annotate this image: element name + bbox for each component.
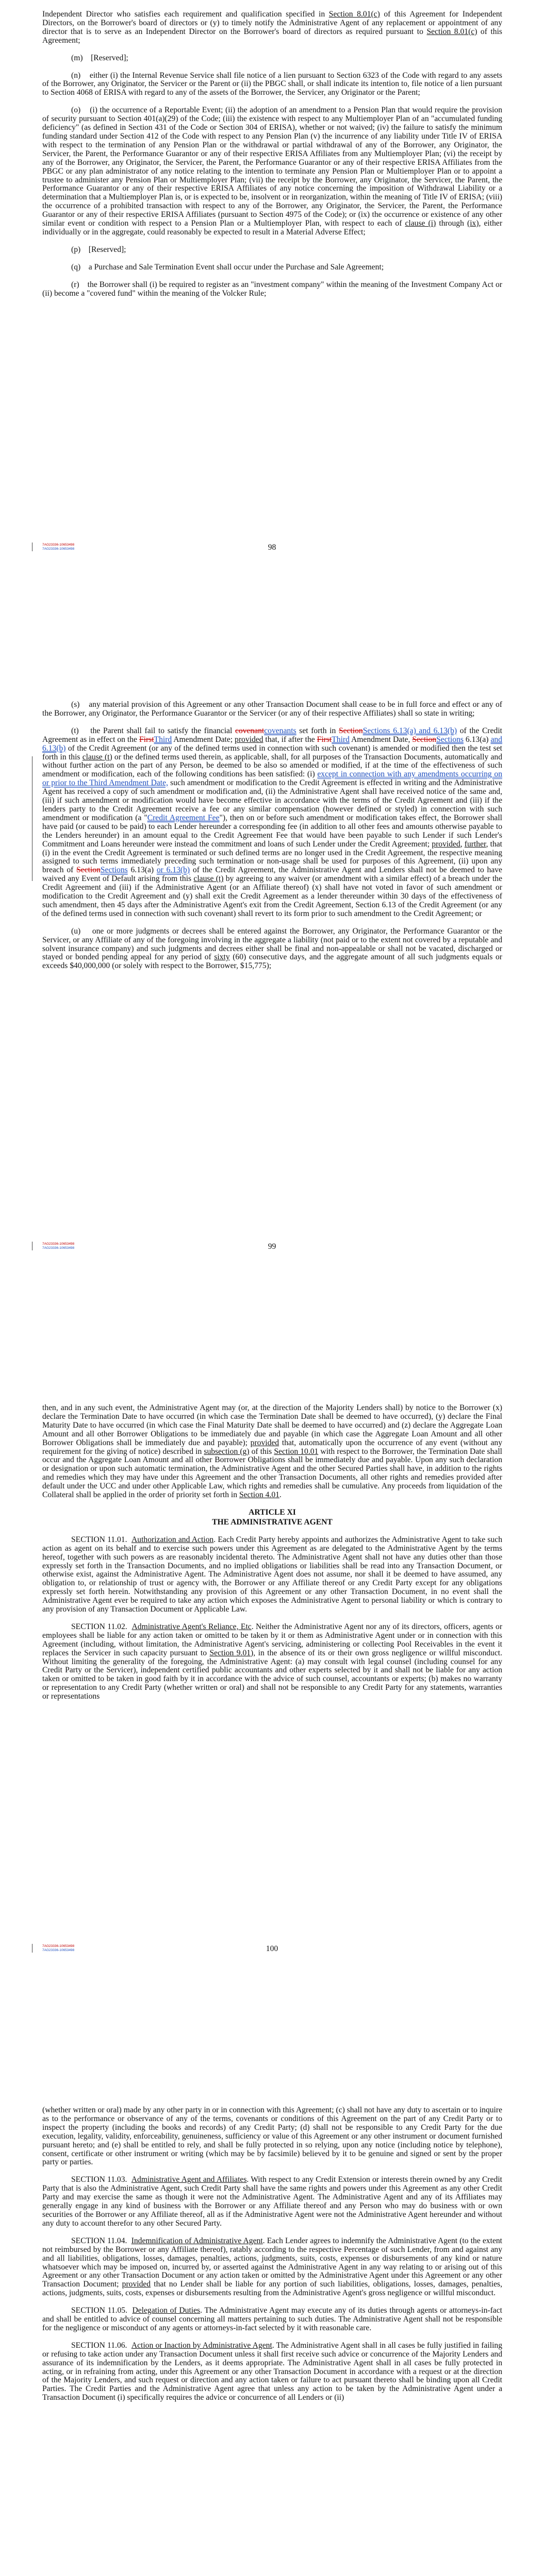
page-number: 100	[266, 1944, 278, 1953]
page-100-footer: 7AG23336-10653498 7AG23336-10653498	[42, 1944, 75, 1952]
page-99-body: (s) any material provision of this Agreement or any other Transaction Document shall cease to be in full force and effect or any of the Borrower, any Originator, the Performance Guarantor or the Servicer (or any of their respective Affiliates) shall so state in writing; (t) the Parent shall fail to satisfy the financial covenantcovenants set forth in SectionSections 6.13(a) and 6.13(b) of the Credit Agreement as in effect on the FirstThird Amendment Date; provided that, if after the FirstThird Amendment Date, SectionSections 6.13(a) and 6.13(b) of the Credit Agreement (or any of the defined terms used in connection with such covenant) is amended or modified then the test set forth in this clause (t) or the defined terms used therein, as applicable, shall, for all purposes of the Transaction Documents, automatically and without further action on the part of any Person, be deemed to be also so amended or modified, if at the time of the effectiveness of such amendment or modification, each of the following conditions has been satisfied: (i) except in connection with any amendments occurring on or prior to the Third Amendment Date, such amendment or modification to the Credit Agreement is effected in writing and the Administrative Agent has received a copy of such amendment or modification and, (ii) the Administrative Agent shall have received notice of the same and, (iii) if such amendment or modification would have become effective in accordance with the terms of the Credit Agreement and (iii) if the lenders party to the Credit Agreement receive a fee or any similar compensation (however defined or styled) in connection with such amendment or modification (a "Credit Agreement Fee"), then on or before such amendment or modification takes effect, the Borrower shall have paid (or caused to be paid) to each Lender hereunder a corresponding fee (in addition to all other fees and amounts otherwise payable to the Lenders hereunder) in an amount equal to the Credit Agreement Fee that would have been payable to such Lender if such Lender's Commitment and Loans hereunder were instead the commitment and loans of such Lender under the Credit Agreement; provided, further, that (i) in the event the Credit Agreement is terminated or such defined terms are no longer used in the Credit Agreement, the respective meaning assigned to such terms immediately preceding such termination or non-usage shall be used for purposes of this Agreement, (ii) upon any breach of SectionSections 6.13(a) or 6.13(b) of the Credit Agreement, the Administrative Agent and Lenders shall not be deemed to have waived any Event of Default arising from this clause (t) by agreeing to any waiver (or amendment with a similar effect) of a breach under the Credit Agreement and (iii) if the Administrative Agent (or an Affiliate thereof) (x) shall have not voted in favor of such amendment or modification to the Credit Agreement and (y) shall exit the Credit Agreement as a lender thereunder within 30 days of the effectiveness of such amendment, then 45 days after the Administrative Agent's exit from the Credit Agreement, Section 6.13 of the Credit Agreement (or any of the defined terms used in connection with such covenant) shall revert to its form prior to such amendment to the Credit Agreement; or (u) one or more judgments or decrees shall be entered against the Borrower, any Originator, the Performance Guarantor or the Servicer, or any Affiliate of any of the foregoing involving in the aggregate a liability (not paid or to the extent not covered by a reputable and solvent insurance company) and such judgments and decrees either shall be final and non-appealable or shall not be vacated, discharged or stayed or bonded pending appeal for any period of sixty (60) consecutive days, and the aggregate amount of all such judgments equals or exceeds $40,000,000 (or solely with respect to the Borrower, $15,775);	[42, 700, 503, 971]
page-101-body: (whether written or oral) made by any other party in or in connection with this Agreement; (c) shall not have any duty to ascertain or to inquire as to the performance or observance of any of the terms, covenants or conditions of this Agreement on the part of any Credit Party or to inspect the property (including the books and records) of any Credit Party; (d) shall not be responsible to any Credit Party for the due execution, legality, validity, enforceability, genuineness, sufficiency or value of this Agreement or any other instrument or document furnished pursuant hereto; and (e) shall be entitled to rely, and shall be fully protected in so relying, upon any notice (including notice by telephone), consent, certificate or other instrument or writing (which may be by facsimile) believed by it to be genuine and signed or sent by the proper party or parties. SECTION 11.03. Administrative Agent and Affiliates. With respect to any Credit Extension or interests therein owned by any Credit Party that is also the Administrative Agent, such Credit Party shall have the same rights and powers under this Agreement as any other Credit Party and may exercise the same as though it were not the Administrative Agent. The Administrative Agent and any of its Affiliates may generally engage in any kind of business with the Borrower or any Affiliate thereof and any Person who may do business with or own securities of the Borrower or any Affiliate thereof, all as if the Administrative Agent were not the Administrative Agent hereunder and without any duty to account therefor to any other Secured Party. SECTION 11.04. Indemnification of Administrative Agent. Each Lender agrees to indemnify the Administrative Agent (to the extent not reimbursed by the Borrower or any Affiliate thereof), ratably according to the respective Percentage of such Lender, from and against any and all liabilities, obligations, losses, damages, penalties, actions, judgments, suits, costs, expenses or disbursements of any kind or nature whatsoever which may be imposed on, incurred by, or asserted against the Administrative Agent in any way relating to or arising out of this Agreement or any other Transaction Document or any action taken or omitted by the Administrative Agent under this Agreement or any other Transaction Document; provided that no Lender shall be liable for any portion of such liabilities, obligations, losses, damages, penalties, actions, judgments, suits, costs, expenses or disbursements resulting from the Administrative Agent's gross negligence or willful misconduct. SECTION 11.05. Delegation of Duties. The Administrative Agent may execute any of its duties through agents or attorneys-in-fact and shall be entitled to advice of counsel concerning all matters pertaining to such duties. The Administrative Agent shall not be responsible for the negligence or misconduct of any agents or attorneys-in-fact selected by it with reasonable care. SECTION 11.06. Action or Inaction by Administrative Agent. The Administrative Agent shall in all cases be fully justified in failing or refusing to take action under any Transaction Document unless it shall first receive such advice or concurrence of the Majority Lenders and assurance of its indemnification by the Lenders, as it deems appropriate. The Administrative Agent shall in all cases be fully protected in acting, or in refraining from acting, under this Agreement or any other Transaction Document in accordance with a request or at the direction of the Majority Lenders, and such request or direction and any action taken or failure to act pursuant thereto shall be binding upon all Credit Parties. The Credit Parties and the Administrative Agent agree that unless any action to be taken by the Administrative Agent under a Transaction Document (i) specifically requires the advice or concurrence of all Lenders or (ii)	[42, 2106, 502, 2402]
page-98-body: Independent Director who satisfies each requirement and qualification specified in Section 8.01(c) of this Agreement for Independent Directors, on the Borrower's board of directors or (y) to timely notify the Administrative Agent of any replacement or appointment of any director that is to serve as an Independent Director on the Borrower's board of directors as required pursuant to Section 8.01(c) of this Agreement; (m) [Reserved]; (n) either (i) the Internal Revenue Service shall file notice of a lien pursuant to Section 6323 of the Code with regard to any assets of the Borrower, any Originator, the Servicer or the Parent or (ii) the PBGC shall, or shall indicate its intention to, file notice of a lien pursuant to Section 4068 of ERISA with regard to any of the assets of the Borrower, the Servicer, any Originator or the Parent; (o) (i) the occurrence of a Reportable Event; (ii) the adoption of an amendment to a Pension Plan that would require the provision of security pursuant to Section 401(a)(29) of the Code; (iii) the existence with respect to any Multiemployer Plan of an "accumulated funding deficiency" (as defined in Section 431 of the Code or Section 304 of ERISA), whether or not waived; (iv) the failure to satisfy the minimum funding standard under Section 412 of the Code with respect to any Pension Plan (v) the incurrence of any liability under Title IV of ERISA with respect to the termination of any Pension Plan or the withdrawal or partial withdrawal of any of the Borrower, any Originator, the Servicer, the Parent, the Performance Guarantor or any of their respective ERISA Affiliates from any Multiemployer Plan; (vi) the receipt by any of the Borrower, any Originator, the Servicer, the Parent, the Performance Guarantor or any of their respective ERISA Affiliates from the PBGC or any plan administrator of any notice relating to the intention to terminate any Pension Plan or Multiemployer Plan or to appoint a trustee to administer any Pension Plan or Multiemployer Plan; (vii) the receipt by the Borrower, any Originator, the Servicer, the Parent, the Performance Guarantor or any of their respective ERISA Affiliates of any notice concerning the imposition of Withdrawal Liability or a determination that a Multiemployer Plan is, or is expected to be, insolvent or in reorganization, within the meaning of Title IV of ERISA; (viii) the occurrence of a prohibited transaction with respect to any of the Borrower, any Originator, the Servicer, the Parent, the Performance Guarantor or any of their respective ERISA Affiliates (pursuant to Section 4975 of the Code); or (ix) the occurrence or existence of any other similar event or condition with respect to a Pension Plan or a Multiemployer Plan, with respect to each of clause (i) through (ix), either individually or in the aggregate, could reasonably be expected to result in a Material Adverse Effect; (p) [Reserved]; (q) a Purchase and Sale Termination Event shall occur under the Purchase and Sale Agreement; (r) the Borrower shall (i) be required to register as an "investment company" within the meaning of the Investment Company Act or (ii) become a "covered fund" within the meaning of the Volcker Rule;	[42, 10, 503, 298]
page-98-footer: 7AG23336-10653498 7AG23336-10653498	[42, 543, 75, 551]
page-number: 99	[268, 1242, 276, 1251]
page-99-footer: 7AG23336-10653498 7AG23336-10653498	[42, 1242, 75, 1250]
page-100-body: then, and in any such event, the Administrative Agent may (or, at the direction of the Majority Lenders shall) by notice to the Borrower (x) declare the Termination Date to have occurred (in which case the Termination Date shall be deemed to have occurred), (y) declare the Final Maturity Date to have occurred (in which case the Final Maturity Date shall be deemed to have occurred) and (z) declare the Aggregate Loan Amount and all other Borrower Obligations to be immediately due and payable (in which case the Aggregate Loan Amount and all other Borrower Obligations shall be immediately due and payable); provided that, automatically upon the occurrence of any event (without any requirement for the giving of notice) described in subsection (g) of this Section 10.01 with respect to the Borrower, the Termination Date shall occur and the Aggregate Loan Amount and all other Borrower Obligations shall be immediately due and payable. Upon any such declaration or designation or upon such automatic termination, the Administrative Agent and the other Secured Parties shall have, in addition to the rights and remedies which they may have under this Agreement and the other Transaction Documents, all other rights and remedies provided after default under the UCC and under other Applicable Law, which rights and remedies shall be cumulative. Any proceeds from liquidation of the Collateral shall be applied in the order of priority set forth in Section 4.01. ARTICLE XI THE ADMINISTRATIVE AGENT SECTION 11.01. Authorization and Action. Each Credit Party hereby appoints and authorizes the Administrative Agent to take such action as agent on its behalf and to exercise such powers under this Agreement as are delegated to the Administrative Agent by the terms hereof, together with such powers as are reasonably incidental thereto. The Administrative Agent shall not have any duties other than those expressly set forth in the Transaction Documents, and no implied obligations or liabilities shall be read into any Transaction Document, or otherwise exist, against the Administrative Agent. The Administrative Agent does not assume, nor shall it be deemed to have assumed, any obligation to, or relationship of trust or agency with, the Borrower or any Affiliate thereof or any Credit Party except for any obligations expressly set forth herein. Notwithstanding any provision of this Agreement or any other Transaction Document, in no event shall the Administrative Agent ever be required to take any action which exposes the Administrative Agent to personal liability or which is contrary to any provision of any Transaction Document or Applicable Law. SECTION 11.02. Administrative Agent's Reliance, Etc. Neither the Administrative Agent nor any of its directors, officers, agents or employees shall be liable for any action taken or omitted to be taken by it or them as Administrative Agent under or in connection with this Agreement (including, without limitation, the Administrative Agent's servicing, administering or collecting Pool Receivables in the event it replaces the Servicer in such capacity pursuant to Section 9.01), in the absence of its or their own gross negligence or willful misconduct. Without limiting the generality of the foregoing, the Administrative Agent: (a) may consult with legal counsel (including counsel for any Credit Party or the Servicer), independent certified public accountants and other experts selected by it and shall not be liable for any action taken or omitted to be taken in good faith by it in accordance with the advice of such counsel, accountants or experts; (b) makes no warranty or representation to any Credit Party (whether written or oral) and shall not be responsible to any Credit Party for any statements, warranties or representations	[42, 1403, 503, 1701]
article-number: ARTICLE XI	[249, 1507, 296, 1517]
article-title: THE ADMINISTRATIVE AGENT	[212, 1517, 333, 1527]
page-number: 98	[268, 543, 276, 552]
